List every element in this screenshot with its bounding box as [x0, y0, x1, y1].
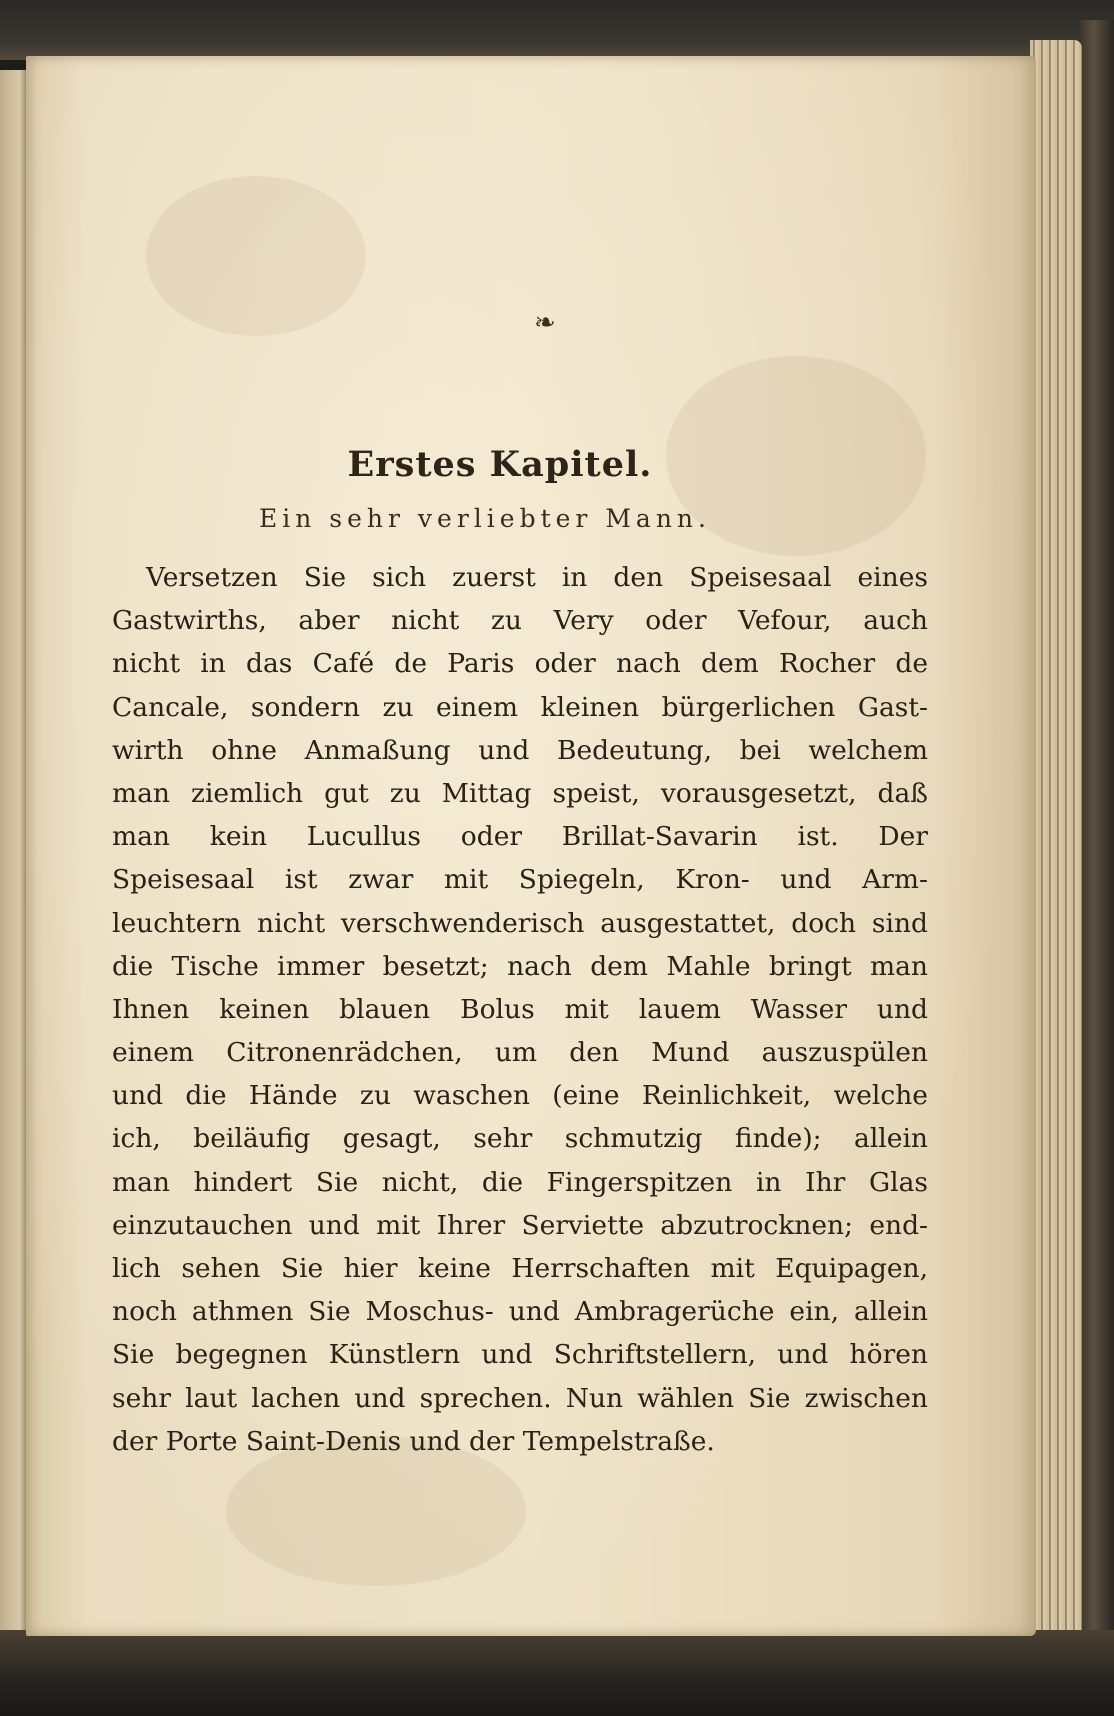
chapter-heading: Erstes Kapitel.: [347, 444, 653, 485]
paper-stain: [146, 176, 366, 336]
text-line: der Porte Saint-Denis und der Tempelstraße.: [112, 1425, 715, 1457]
book-bottom-edge: [0, 1630, 1114, 1716]
text-line: man hindert Sie nicht, die Fingerspitzen in Ihr Glas: [112, 1166, 928, 1198]
text-line: man ziemlich gut zu Mittag speist, vorausgesetzt, daß: [112, 777, 928, 809]
text-line: und die Hände zu waschen (eine Reinlichkeit, welche: [112, 1080, 928, 1112]
text-line: Gastwirths, aber nicht zu Very oder Vefour, auch: [112, 605, 928, 637]
text-line: wirth ohne Anmaßung und Bedeutung, bei welchem: [112, 734, 928, 766]
text-line: lich sehen Sie hier keine Herrschaften mit Equipagen,: [112, 1253, 928, 1284]
book-top-edge: [0, 0, 1114, 60]
text-line: Ihnen keinen blauen Bolus mit lauem Wasser und: [112, 993, 928, 1025]
text-line: Speisesaal ist zwar mit Spiegeln, Kron- und Arm-: [112, 864, 928, 896]
page-content: [26, 56, 1036, 1636]
text-line: einzutauchen und mit Ihrer Serviette abzutrocknen; end-: [112, 1209, 928, 1241]
text-line: einem Citronenrädchen, um den Mund auszuspülen: [112, 1037, 928, 1069]
text-line: noch athmen Sie Moschus- und Ambragerüche ein, allein: [112, 1296, 928, 1328]
text-line: man kein Lucullus oder Brillat-Savarin ist. Der: [112, 821, 928, 853]
facing-page-edge: [0, 70, 28, 1630]
page-block-edges: [1030, 40, 1082, 1640]
ornament-mark: ❧: [534, 308, 556, 338]
book-page: [26, 56, 1036, 1636]
body-text: [112, 556, 928, 1463]
book-cover-edge: [1080, 20, 1114, 1670]
text-line: leuchtern nicht verschwenderisch ausgestattet, doch sind: [112, 907, 928, 939]
text-line: ich, beiläufig gesagt, sehr schmutzig finde); allein: [112, 1123, 928, 1155]
text-line: die Tische immer besetzt; nach dem Mahle bringt man: [112, 950, 928, 982]
text-line: Sie begegnen Künstlern und Schriftstellern, und hören: [112, 1339, 928, 1371]
text-line: sehr laut lachen und sprechen. Nun wählen Sie zwischen: [112, 1382, 928, 1414]
text-line: Cancale, sondern zu einem kleinen bürgerlichen Gast-: [112, 691, 928, 723]
chapter-subtitle: Ein sehr verliebter Mann.: [259, 504, 711, 533]
text-line: nicht in das Café de Paris oder nach dem Rocher de: [112, 648, 928, 680]
text-line: Versetzen Sie sich zuerst in den Speisesaal eines: [146, 562, 928, 593]
